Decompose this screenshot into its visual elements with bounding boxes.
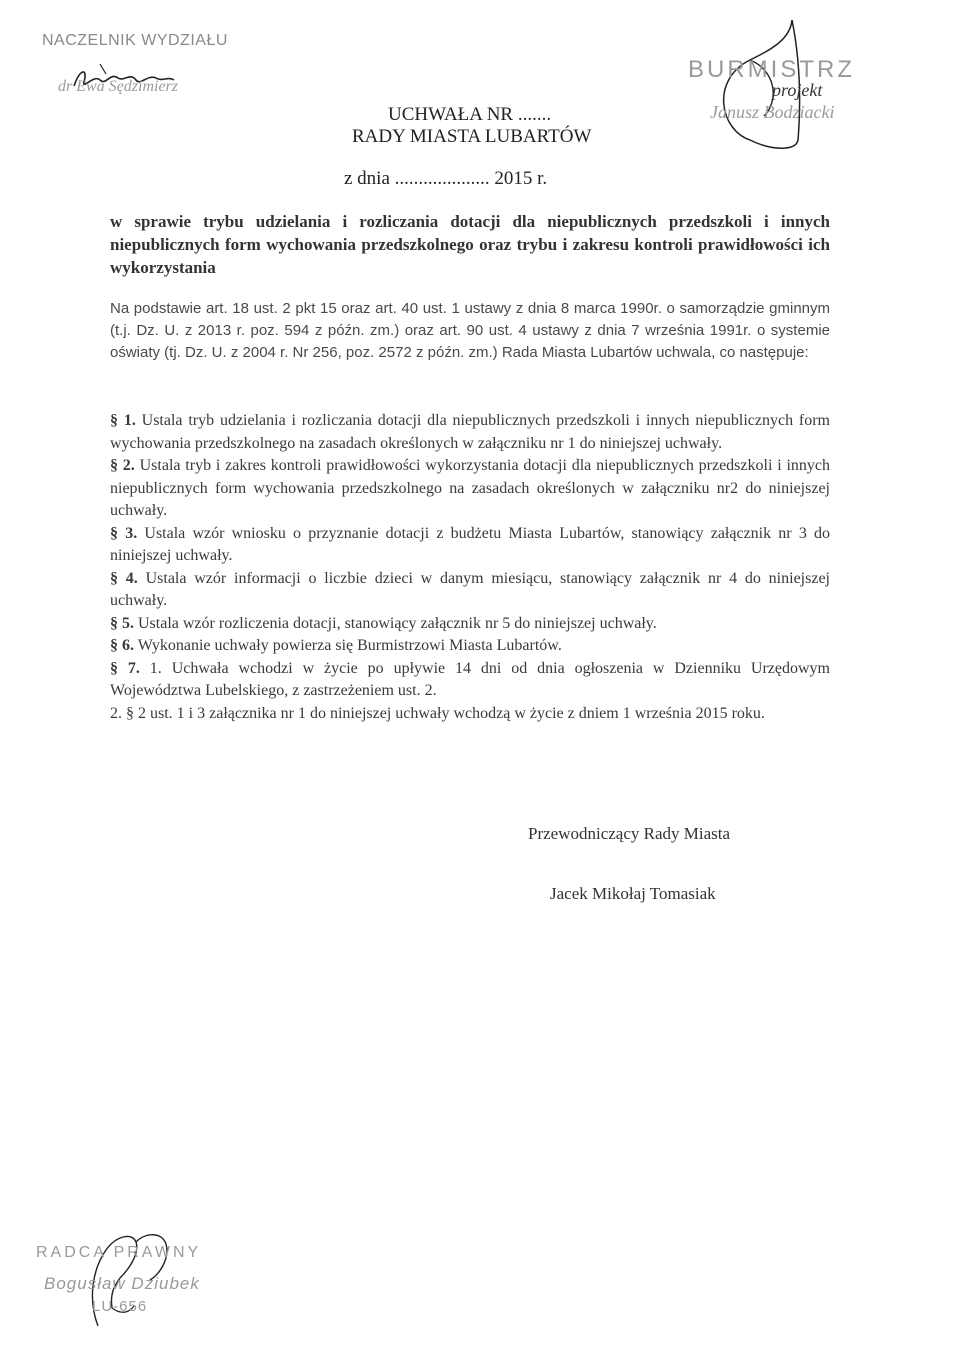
stamp-legal-counsel-number: LU-656 — [92, 1298, 148, 1315]
section-2 — [110, 455, 830, 523]
chairman-title: Przewodniczący Rady Miasta — [528, 824, 731, 843]
section-text: Ustala wzór informacji o liczbie dzieci w danym miesiącu, stanowiący załącznik nr 4 do niniejszej uchwały. — [110, 569, 830, 609]
section-mark: § 5. — [110, 614, 134, 632]
resolution-subject: w sprawie trybu udzielania i rozliczania dotacji dla niepublicznych przedszkoli i innych niepublicznych form wychowania przedszkolnego oraz trybu i zakresu kontroli prawidłowości ich wykorzystania — [110, 212, 830, 277]
section-4 — [110, 568, 830, 613]
section-text: 2. § 2 ust. 1 i 3 załącznika nr 1 do niniejszej uchwały wchodzą w życie z dniem 1 września 2015 roku. — [110, 704, 765, 722]
section-mark: § 4. — [110, 569, 138, 587]
stamp-mayor — [680, 20, 860, 160]
section-7 — [110, 658, 830, 703]
section-mark: § 6. — [110, 637, 134, 654]
section-5 — [110, 613, 830, 636]
mayor-signature-icon — [680, 20, 860, 160]
section-text: Wykonanie uchwały powierza się Burmistrzowi Miasta Lubartów. — [134, 637, 562, 654]
section-mark: § 3. — [110, 524, 138, 542]
stamp-department-title: NACZELNIK WYDZIAŁU — [42, 32, 228, 49]
chairman-name: Jacek Mikołaj Tomasiak — [550, 884, 716, 903]
stamp-department-head — [40, 30, 240, 100]
stamp-legal-counsel — [36, 1230, 236, 1330]
resolution-date: z dnia .................... 2015 r. — [344, 168, 548, 189]
section-text: 1. Uchwała wchodzi w życie po upływie 14 dni od dnia ogłoszenia w Dzienniku Urzędowym Województwa Lubelskiego, z zastrzeżeniem ust. 2. — [110, 659, 830, 699]
section-mark: § 7. — [110, 659, 140, 677]
stamp-legal-counsel-name: Bogusław Dziubek — [44, 1274, 200, 1293]
section-mark: § 2. — [110, 457, 135, 474]
section-text: Ustala wzór wniosku o przyznanie dotacji z budżetu Miasta Lubartów, stanowiący załącznik nr 3 do niniejszej uchwały. — [110, 524, 831, 564]
section-text: Ustala tryb udzielania i rozliczania dotacji dla niepublicznych przedszkoli i innych niepublicznych form wychowania przedszkolnego na zasadach określonych w załączniku nr 1 do niniejszej uchwały. — [110, 412, 831, 452]
section-6 — [110, 635, 830, 658]
resolution-sections — [110, 410, 830, 725]
section-mark: § 1. — [110, 412, 136, 429]
section-text: Ustala tryb i zakres kontroli prawidłowości wykorzystania dotacji dla niepublicznych przedszkoli i innych niepublicznych form wychowania przedszkolnego na zasadach określonych w załączniku nr2 do niniejszej uchwały. — [110, 457, 830, 519]
council-name: RADY MIASTA LUBARTÓW — [352, 126, 592, 147]
section-text: Ustala wzór rozliczenia dotacji, stanowiący załącznik nr 5 do niniejszej uchwały. — [134, 614, 657, 632]
section-3 — [110, 523, 830, 568]
section-1 — [110, 410, 830, 455]
stamp-mayor-name: Janusz Bodziacki — [710, 102, 835, 122]
stamp-legal-counsel-title: RADCA PRAWNY — [36, 1244, 202, 1261]
legal-basis-paragraph: Na podstawie art. 18 ust. 2 pkt 15 oraz art. 40 ust. 1 ustawy z dnia 8 marca 1990r. o samorządzie gminnym (t.j. Dz. U. z 2013 r. poz. 594 z późn. zm.) oraz art. 90 ust. 4 ustawy z dnia 7 września 1991r. o systemie oświaty (tj. Dz. U. z 2004 r. Nr 256, poz. 2572 z późn. zm.) Rada Miasta Lubartów uchwala, co następuje: — [110, 300, 830, 361]
resolution-number: UCHWAŁA NR ....... — [388, 104, 552, 125]
section-7-paragraph-2 — [110, 703, 830, 726]
stamp-department-name: dr Ewa Sędzimierz — [58, 78, 178, 95]
stamp-mayor-title: BURMISTRZ — [688, 56, 855, 83]
projekt-label: projekt — [772, 80, 823, 100]
